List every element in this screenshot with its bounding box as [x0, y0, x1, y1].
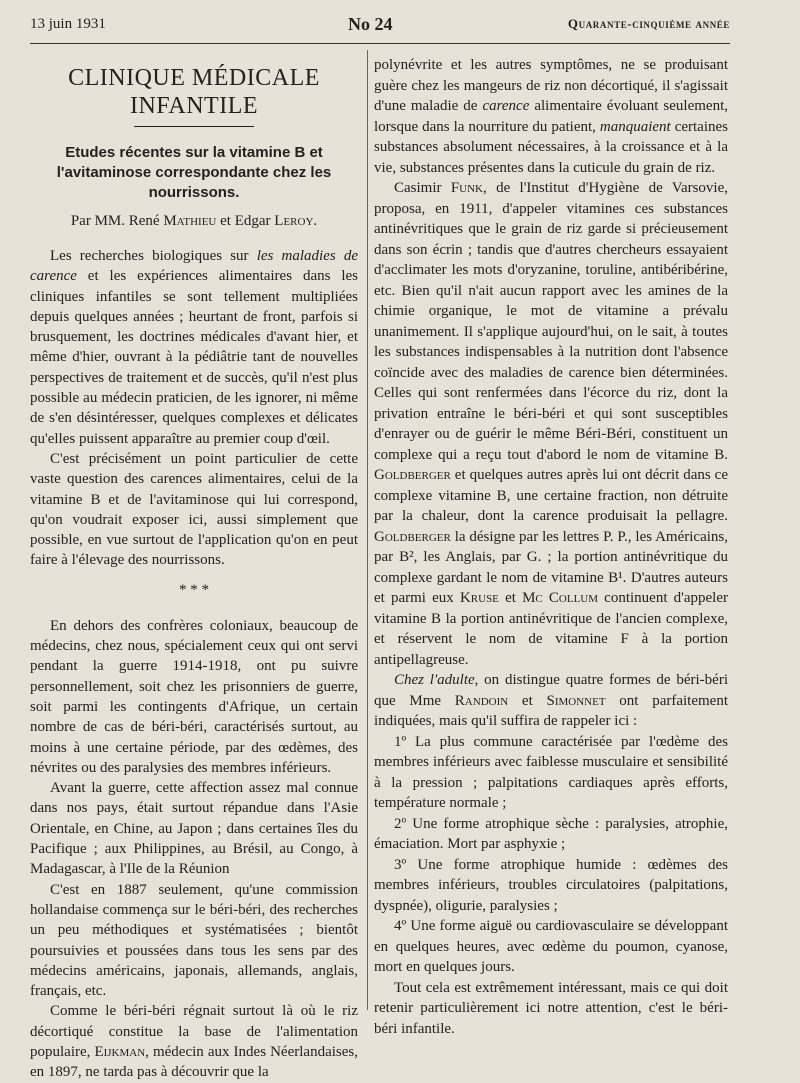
header-rule [30, 43, 730, 44]
page-header [30, 14, 730, 36]
paragraph: En dehors des confrères coloniaux, beaucoup de médecins, chez nous, spécialement ceux qui ont servi pendant la guerre 1914-1918, ont pu suivre personnellement, soit chez les prisonniers de guerre, soit parmi les contingents d'Afrique, un certain nombre de cas de béri-béri, caractérisés surtout, au moins à une certaine période, par des œdèmes, des névrites ou des paralysies des membres inférieurs. [30, 617, 358, 776]
right-column [374, 55, 728, 1039]
left-column [30, 58, 358, 1083]
name-goldberger: Goldberger [374, 528, 451, 545]
paragraph: Comme le béri-béri régnait surtout là où le riz décortiqué constitue la base de l'alimentation populaire, Eijkman, médecin aux Indes Néerlandaises, en 1897, ne tarda pas à découvrir que la [30, 1003, 358, 1081]
byline-prefix: Par MM. [70, 213, 125, 229]
author1-last: Mathieu [163, 213, 217, 229]
list-item: 4º Une forme aiguë ou cardiovasculaire se développant en quelques heures, avec œdème du poumon, cyanose, mort en quelques jours. [374, 918, 728, 975]
paragraph: polynévrite et les autres symptômes, ne se produisant guère chez les mangeurs de riz non décortiqué, il s'agissait d'une maladie de carence alimentaire évoluant seulement, lorsque dans la nourriture du patient, manquaient certaines substances absolument nécessaires, à la croissance et à la vie, substances présentes dans la cuticule du grain de riz. [374, 57, 728, 176]
paragraph: Les recherches biologiques sur les maladies de carence et les expériences alimentaires dans les cliniques infantiles se sont tellement multipliées depuis quelques années ; heurtant de front, parfois si brusquement, les doctrines médicales d'avant hier, et même d'hier, ouvrant à la pédiâtrie tant de nouvelles perspectives de traitement et de succès, qu'il n'est plus possible au médecin praticien, de les ignorer, ni même de s'en désintéresser, quelques complexes et délicates qu'elles puissent apparaître au premier coup d'œil. [30, 248, 359, 447]
list-item: 3º Une forme atrophique humide : œdèmes des membres inférieurs, troubles circulatoires (palpitations, dyspnée), oligurie, paralysies ; [374, 856, 728, 914]
author2-last: Leroy. [274, 213, 318, 229]
paragraph: Chez l'adulte, on distingue quatre formes de béri-béri que Mme Randoin et Simonnet ont parfaitement indiquées, mais qu'il suffira de rappeler ici : [374, 672, 729, 729]
author1-first: René [128, 213, 160, 229]
list-item: 2º Une forme atrophique sèche : paralysies, atrophie, émaciation. Mort par asphyxie ; [374, 815, 728, 852]
paragraph: Tout cela est extrêmement intéressant, mais ce qui doit retenir particulièrement ici notre attention, c'est le béri-béri infantile. [374, 979, 728, 1037]
column-divider [367, 50, 368, 1010]
name-simonnet: Simonnet [546, 692, 606, 709]
author2-first: Edgar [234, 213, 271, 229]
title-rule [134, 126, 254, 127]
ornament-asterisks: * * * [179, 581, 209, 598]
name-funk: Funk [450, 180, 484, 196]
byline [30, 213, 358, 230]
name-goldberger: Goldberger [374, 467, 451, 483]
paragraph: Avant la guerre, cette affection assez mal connue dans nos pays, était surtout répandue dans l'Asie Orientale, en Chine, au Japon ; dans certaines îles du Pacifique ; aux Philippines, au Brésil, au Congo, à Madagascar, à l'Ile de la Réunion [30, 780, 358, 878]
paragraph: C'est précisément un point particulier de cette vaste question des carences alimentaires, celui de la vitamine B et de l'avitaminose qui lui correspond, qu'on voudrait exposer ici, aussi simplement que possible, en vue surtout de l'application qu'on en peut faire à l'élevage des nourrissons. [30, 450, 358, 569]
issue-number: No 24 [348, 14, 393, 34]
paragraph: C'est en 1887 seulement, qu'une commission hollandaise commença sur le béri-béri, des recherches un peu méthodiques et systématisées ; bientôt poursuivies et poussées dans tous les sens par des médecins américains, japonais, allemands, anglais, français, etc. [30, 881, 358, 1000]
section-title: CLINIQUE MÉDICALE INFANTILE [68, 65, 320, 119]
issue-year: Quarante-cinquième année [567, 16, 730, 31]
byline-and: et [220, 213, 231, 229]
name-eijkman: Eijkman [94, 1043, 146, 1060]
name-kruse: Kruse [459, 590, 499, 606]
paragraph: Casimir Funk, de l'Institut d'Hygiène de Varsovie, proposa, en 1911, d'appeler vitamines ces substances antinévritiques que le grain de riz garde si précieusement dans son écrin ; tandis que d'autres chercheurs essayaient d'acclimater les mots d'oryzanine, toruline, antibéribérine, etc. Bien qu'il n'ait aucun rapport avec les amines de la chimie organique, le mot de vitamine a prévalu unanimement. Il s'applique aujourd'hui, on le sait, à toutes les substances indispensables à la nutrition dont l'absence coïncide avec des maladies de carence bien déterminées. Celles qui sont renfermées dans l'écorce du riz, dont la privation entraîne le béri-béri et qui sont susceptibles d'enrayer ou de guérir le même Béri-Béri, constituent un complexe qui a reçu tout d'abord le nom de vitamine B. Goldberger et quelques autres après lui ont décrit dans ce complexe vitamine B, une certaine fraction, non détruite par la chaleur, dont la carence produisait la pellagre. Goldberger la désigne par les lettres P. P., les Américains, par B², les Anglais, par G. ; la portion antinévritique du complexe gardant le nom de vitamine B¹. D'autres auteurs et parmi eux Kruse et Mc Collum continuent d'appeler vitamine B la portion antinévritique de l'ancien complexe, et réservent le nom de vitamine F à la portion antipellagreuse. [374, 180, 729, 668]
name-randoin: Randoin [454, 692, 509, 709]
name-mc-collum: Mc Collum [522, 590, 599, 606]
issue-date: 13 juin 1931 [30, 16, 106, 32]
list-item: 1º La plus commune caractérisée par l'œdème des membres inférieurs avec faiblesse musculaire et sensibilité à la pression ; palpitations cardiaques après efforts, température normale ; [374, 733, 728, 811]
article-title: Etudes récentes sur la vitamine B et l'avitaminose correspondante chez les nourrissons. [56, 144, 332, 201]
